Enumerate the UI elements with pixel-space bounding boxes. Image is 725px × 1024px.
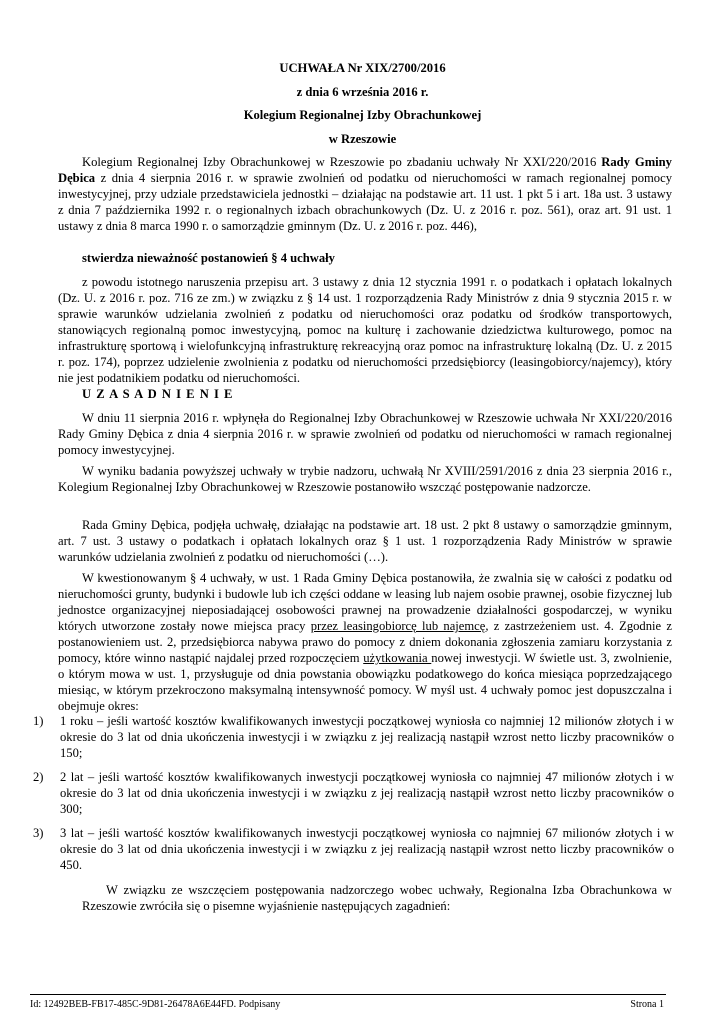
intro-text-b: z dnia 4 sierpnia 2016 r. w sprawie zwolnień od podatku od nieruchomości w ramach regionalnej pomocy inwestycyjnej, przy udziale przedstawiciela jednostki – działając na podstawie art. 11 ust. 1 pkt 5 i art. 18a ust. 3 ustawy z dnia 7 października 1992 r. o regionalnych izbach obrachunkowych (Dz. U. z 2016 r. poz. 561), oraz art. 91 ust. 1 ustawy z dnia 8 marca 1990 r. o samorządzie gminnym (Dz. U. z 2016 r. poz. 446), <box>58 171 672 233</box>
list-item <box>34 825 674 873</box>
footer-page-number: Strona 1 <box>630 999 664 1010</box>
list-item-number: 3) <box>33 826 44 840</box>
list-item-number: 1) <box>33 714 44 728</box>
list-item <box>34 769 674 817</box>
p4-underlined-lessee: przez leasingobiorcę lub najemcę <box>310 619 486 633</box>
intro-council-name: Rady Gminy Dębica <box>58 155 672 185</box>
list-item-text: 1 roku – jeśli wartość kosztów kwalifikowanych inwestycji początkowej wyniosła co najmniej 12 milionów złotych i w okresie do 3 lat od dnia ukończenia inwestycji i w związku z jej realizacją nastąpił wzrost netto liczby pracowników o 150; <box>60 714 674 760</box>
list-item-text: 2 lat – jeśli wartość kosztów kwalifikowanych inwestycji początkowej wyniosła co najmniej 47 milionów złotych i w okresie do 3 lat od dnia ukończenia inwestycji i w związku z jej realizacją nastąpił wzrost netto liczby pracowników o 300; <box>60 770 674 816</box>
list-item <box>34 713 674 761</box>
justification-paragraph-4 <box>58 570 672 714</box>
justification-paragraph-2: W wyniku badania powyższej uchwały w trybie nadzoru, uchwałą Nr XVIII/2591/2016 z dnia 23 sierpnia 2016 r., Kolegium Regionalnej Izby Obrachunkowej w Rzeszowie postanowiło wszcząć postępowanie nadzorcze. <box>58 464 672 494</box>
p4-text-a: W kwestionowanym § 4 uchwały, w ust. 1 Rada Gminy Dębica postanowiła, że zwalnia się w całości z podatku od nieruchomości grunty, budynki i budowle lub ich części oddane w leasing lub najem osobie prawnej, osobie fizycznej lub jednostce organizacyjnej nieposiadającej osobowości prawnej na prowadzenie działalności gospodarczej, w wyniku których utworzone zostały nowe miejsca pracy <box>58 571 672 633</box>
p4-underlined-use: użytkowania <box>363 651 432 665</box>
document-city: w Rzeszowie <box>328 132 397 146</box>
justification-heading: U Z A S A D N I E N I E <box>82 387 234 401</box>
list-item-text: 3 lat – jeśli wartość kosztów kwalifikowanych inwestycji początkowej wyniosła co najmniej 67 milionów złotych i w okresie do 3 lat od dnia ukończenia inwestycji i w związku z jej realizacją nastąpił wzrost netto liczby pracowników o 450. <box>60 826 674 872</box>
document-date: z dnia 6 września 2016 r. <box>296 85 429 99</box>
intro-text-a: Kolegium Regionalnej Izby Obrachunkowej w Rzeszowie po zbadaniu uchwały Nr XXI/220/2016 <box>82 155 602 169</box>
reason-paragraph: z powodu istotnego naruszenia przepisu art. 3 ustawy z dnia 12 stycznia 1991 r. o podatkach i opłatach lokalnych (Dz. U. z 2016 r. poz. 716 ze zm.) w związku z § 14 ust. 1 rozporządzenia Rady Ministrów z dnia 9 stycznia 2015 r. w sprawie warunków udzielania zwolnień z podatku od nieruchomości oraz podatku od środków transportowych, stanowiących regionalną pomoc inwestycyjną, pomoc na kulturę i zachowanie dziedzictwa kulturowego, pomoc na infrastrukturę sportową i wielofunkcyjną infrastrukturę rekreacyjną oraz pomoc na infrastrukturę lokalną (Dz. U. z 2015 r. poz. 174), poprzez udzielenie zwolnienia z podatku od nieruchomości przedsiębiorcy (leasingobiorcy/najemcy), który nie jest podatnikiem podatku od nieruchomości. <box>58 275 672 385</box>
p4-text-b: , z zastrzeżeniem ust. 4. Zgodnie z postanowieniem ust. 2, przedsiębiorca nabywa prawo do pomocy z dniem dokonania zgłoszenia zamiaru korzystania z pomocy, które winno nastąpić najdalej przed rozpoczęciem <box>58 619 672 665</box>
p4-text-c: nowej inwestycji. W świetle ust. 3, zwolnienie, o którym mowa w ust. 1, przysługuje od dnia powstania obowiązku podatkowego do końca miesiąca poprzedzającego miesiąc, w którym przekroczono maksymalną intensywność pomocy. W myśl ust. 4 uchwały pomoc jest dopuszczalna i obejmuje okres: <box>58 651 673 713</box>
justification-paragraph-3: Rada Gminy Dębica, podjęła uchwałę, działając na podstawie art. 18 ust. 2 pkt 8 ustawy o samorządzie gminnym, art. 7 ust. 3 ustawy o podatkach i opłatach lokalnych oraz § 1 ust. 1 rozporządzenia Rady Ministrów w sprawie warunków udzielania zwolnień z podatku od nieruchomości (…). <box>58 518 672 564</box>
decision-heading: stwierdza nieważność postanowień § 4 uchwały <box>82 251 335 265</box>
intro-paragraph <box>58 154 672 234</box>
footer-document-id: Id: 12492BEB-FB17-485C-9D81-26478A6E44FD. Podpisany <box>30 999 281 1010</box>
closing-paragraph: W związku ze wszczęciem postępowania nadzorczego wobec uchwały, Regionalna Izba Obrachunkowa w Rzeszowie zwróciła się o pisemne wyjaśnienie następujących zagadnień: <box>82 883 672 913</box>
list-item-number: 2) <box>33 770 44 784</box>
document-title: UCHWAŁA Nr XIX/2700/2016 <box>279 61 446 75</box>
footer-divider <box>30 994 666 995</box>
justification-paragraph-1: W dniu 11 sierpnia 2016 r. wpłynęła do Regionalnej Izby Obrachunkowej w Rzeszowie uchwała Nr XXI/220/2016 Rady Gminy Dębica z dnia 4 sierpnia 2016 r. w sprawie zwolnień od podatku od nieruchomości w ramach regionalnej pomocy inwestycyjnej. <box>58 411 672 457</box>
document-issuer: Kolegium Regionalnej Izby Obrachunkowej <box>243 108 482 122</box>
